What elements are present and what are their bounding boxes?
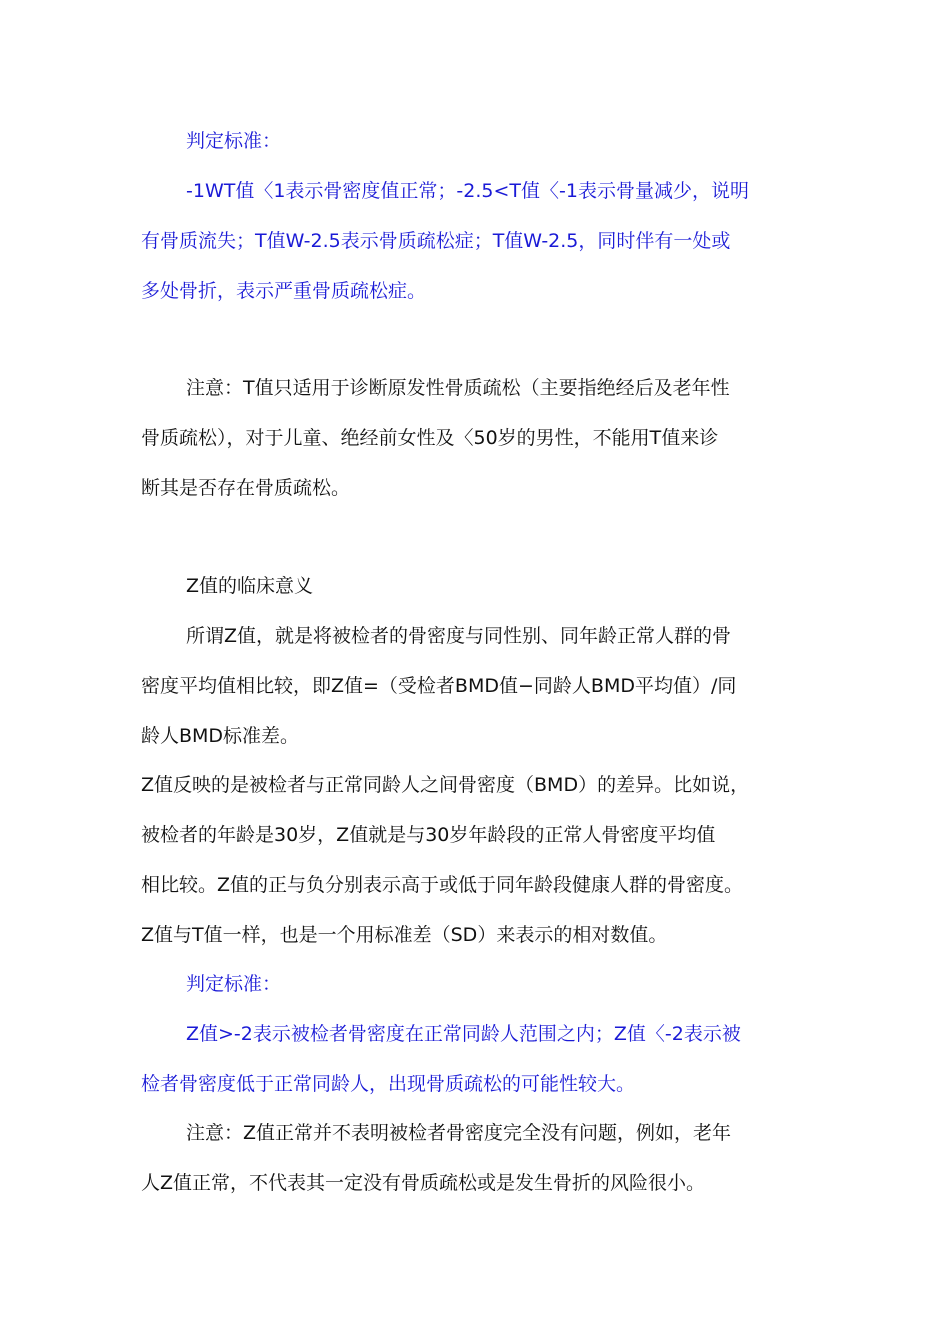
z-explanation-line-1: Z值反映的是被检者与正常同龄人之间骨密度（BMD）的差异。比如说，	[141, 774, 750, 796]
z-criteria-line-2: 检者骨密度低于正常同龄人，出现骨质疏松的可能性较大。	[141, 1073, 636, 1095]
z-definition-line-2: 密度平均值相比较，即Z值=（受检者BMD值−同龄人BMD平均值）/同	[141, 675, 737, 697]
t-note-line-2: 骨质疏松），对于儿童、绝经前女性及〈50岁的男性，不能用T值来诊	[141, 427, 719, 449]
z-explanation-line-2: 被检者的年龄是30岁，Z值就是与30岁年龄段的正常人骨密度平均值	[141, 824, 716, 846]
t-note-line-3: 断其是否存在骨质疏松。	[141, 477, 351, 499]
z-definition-line-3: 龄人BMD标准差。	[141, 725, 300, 747]
z-section-title: Z值的临床意义	[186, 575, 314, 597]
z-explanation-line-3: 相比较。Z值的正与负分别表示高于或低于同年龄段健康人群的骨密度。	[141, 874, 744, 896]
t-criteria-line-2: 有骨质流失；T值W-2.5表示骨质疏松症；T值W-2.5，同时伴有一处或	[141, 230, 731, 252]
z-definition-line-1: 所谓Z值，就是将被检者的骨密度与同性别、同年龄正常人群的骨	[186, 625, 732, 647]
t-criteria-heading: 判定标准：	[186, 130, 282, 152]
z-criteria-line-1: Z值>-2表示被检者骨密度在正常同龄人范围之内；Z值〈-2表示被	[186, 1023, 741, 1045]
t-criteria-line-3: 多处骨折，表示严重骨质疏松症。	[141, 280, 427, 302]
z-note-line-2: 人Z值正常，不代表其一定没有骨质疏松或是发生骨折的风险很小。	[141, 1172, 706, 1194]
t-criteria-line-1: -1WT值〈1表示骨密度值正常；-2.5<T值〈-1表示骨量减少，说明	[186, 180, 749, 202]
z-note-line-1: 注意：Z值正常并不表明被检者骨密度完全没有问题，例如，老年	[186, 1122, 732, 1144]
z-explanation-line-4: Z值与T值一样，也是一个用标准差（SD）来表示的相对数值。	[141, 924, 668, 946]
t-note-line-1: 注意：T值只适用于诊断原发性骨质疏松（主要指绝经后及老年性	[186, 377, 730, 399]
z-criteria-heading: 判定标准：	[186, 973, 282, 995]
